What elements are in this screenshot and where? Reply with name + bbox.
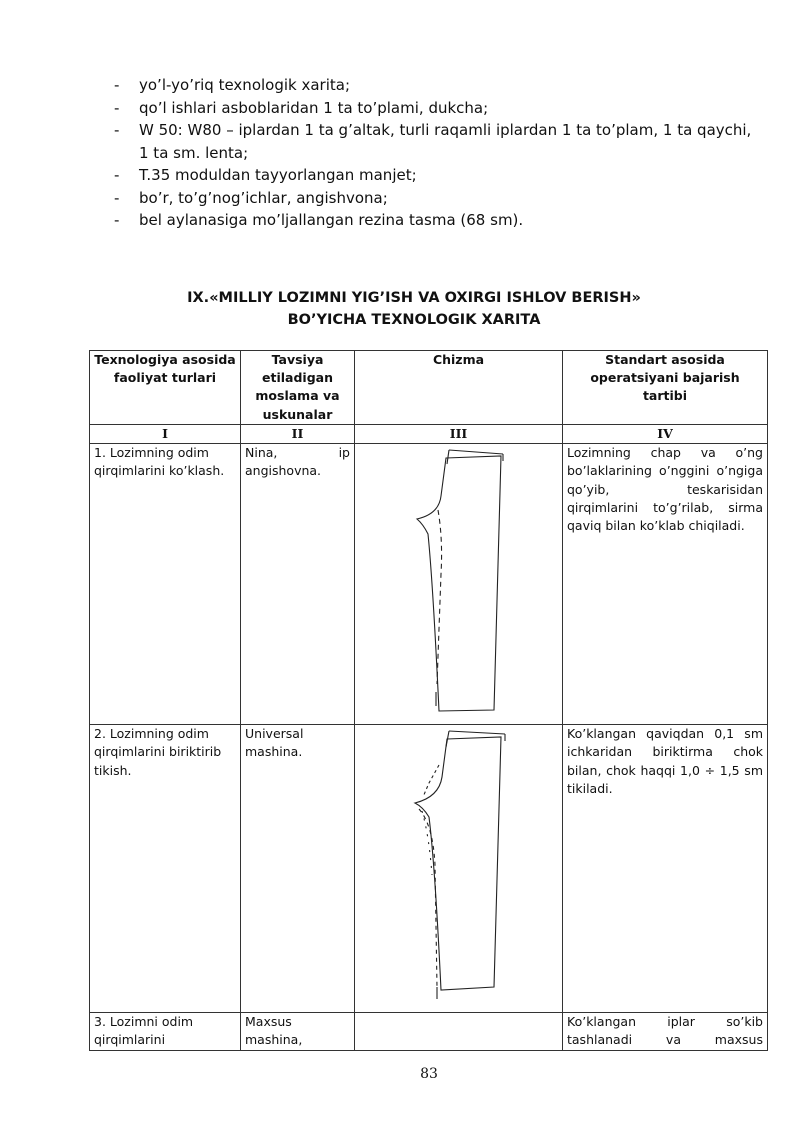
list-item: - T.35 moduldan tayyorlangan manjet; [114, 164, 764, 187]
table-header-row [90, 351, 768, 425]
header-tools: Tavsiya etiladigan moslama va uskunalar [241, 351, 355, 425]
activity-cell: 1. Lozimning odim qirqimlarini ko’klash. [90, 444, 241, 725]
list-item: - qo’l ishlari asboblaridan 1 ta to’plami, dukcha; [114, 97, 764, 120]
header-procedure: Standart asosida operatsiyani bajarish tartibi [563, 351, 768, 425]
technology-map-table [89, 350, 768, 1051]
activity-cell: 2. Lozimning odim qirqimlarini biriktirib tikish. [90, 725, 241, 1013]
header-activity: Texnologiya asosida faoliyat turlari [90, 351, 241, 425]
page-number: 83 [420, 1066, 438, 1082]
heading-line-1: IX.«MILLIY LOZIMNI YIG’ISH VA OXIRGI ISHLOV BERISH» [187, 290, 641, 306]
bullet-marker: - [114, 98, 120, 117]
table-row [90, 1013, 768, 1051]
drawing-cell [355, 725, 563, 1013]
numeral-cell: IV [563, 425, 768, 444]
list-item: - bel aylanasiga mo’ljallangan rezina tasma (68 sm). [114, 209, 764, 232]
materials-list [114, 74, 764, 232]
bullet-marker: - [114, 166, 120, 184]
section-heading [0, 287, 800, 331]
numeral-row [90, 425, 768, 444]
bullet-marker: - [114, 76, 120, 94]
numeral-cell: III [355, 425, 563, 444]
tools-cell: Universal mashina. [241, 725, 355, 1013]
table-row [90, 725, 768, 1013]
heading-line-2: BO’YICHA TEXNOLOGIK XARITA [287, 312, 541, 328]
trouser-leg-stitched-drawing [359, 725, 567, 1012]
drawing-cell [355, 444, 563, 725]
numeral-cell: II [241, 425, 355, 444]
header-drawing: Chizma [355, 351, 563, 425]
activity-cell: 3. Lozimni odim qirqimlarini [90, 1013, 241, 1051]
list-item: - W 50: W80 – iplardan 1 ta g’altak, turli raqamli iplardan 1 ta to’plam, 1 ta qaychi, 1 ta sm. lenta; [114, 121, 752, 162]
tools-cell: Maxsus mashina, [241, 1013, 355, 1051]
bullet-marker: - [114, 121, 120, 139]
numeral-cell: I [90, 425, 241, 444]
list-item: - bo’r, to’g’nog’ichlar, angishvona; [114, 187, 764, 210]
list-item: - yo’l-yo’riq texnologik xarita; [114, 74, 764, 97]
procedure-cell: Lozimning chap va o’ng bo’laklarining o’nggini o’ngiga qo’yib, teskarisidan qirqimlarini to’g’rilab, sirma qaviq bilan ko’klab chiqiladi. [563, 444, 768, 725]
tools-cell: Nina, ip angishovna. [241, 444, 355, 725]
procedure-cell: Ko’klangan qaviqdan 0,1 sm ichkaridan biriktirma chok bilan, chok haqqi 1,0 ÷ 1,5 sm tikiladi. [563, 725, 768, 1013]
procedure-cell: Ko’klangan iplar so’kib tashlanadi va maxsus [563, 1013, 768, 1051]
drawing-cell [355, 1013, 563, 1051]
table-row [90, 444, 768, 725]
trouser-leg-drawing [359, 444, 567, 724]
bullet-marker: - [114, 211, 120, 229]
bullet-marker: - [114, 188, 120, 207]
